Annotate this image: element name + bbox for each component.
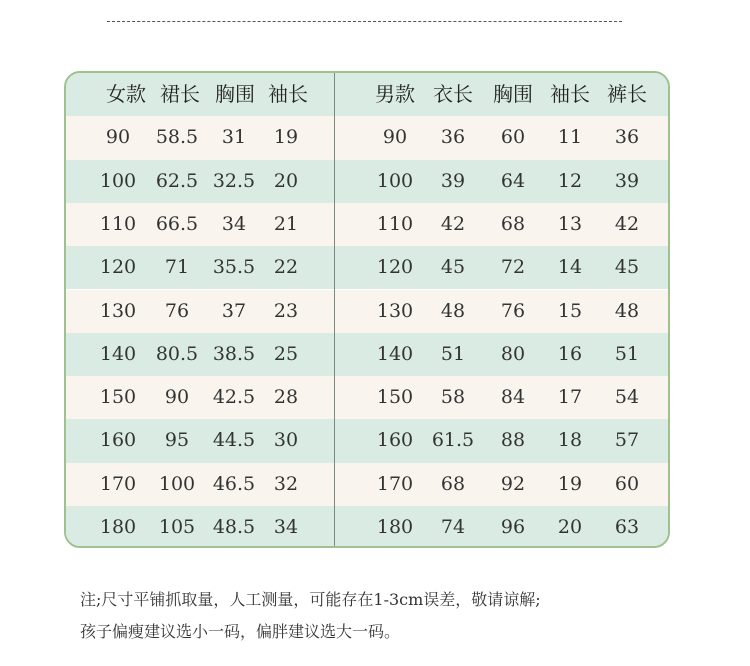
men-chest: 92 [500, 472, 526, 495]
header-men-style: 男款 [375, 82, 415, 106]
women-size: 140 [99, 342, 137, 365]
men-size: 130 [376, 299, 414, 322]
men-pants-length: 57 [614, 429, 640, 452]
table-row [66, 419, 668, 462]
table-row [66, 116, 668, 159]
men-sleeve: 18 [557, 429, 583, 452]
men-sleeve: 12 [557, 169, 583, 192]
men-pants-length: 36 [614, 126, 640, 149]
header-women-style: 女款 [106, 82, 146, 106]
men-chest: 96 [500, 516, 526, 538]
women-skirt-length: 71 [164, 256, 190, 279]
men-chest: 76 [500, 299, 526, 322]
table-row [66, 506, 668, 548]
women-skirt-length: 62.5 [155, 169, 199, 192]
men-chest: 88 [500, 429, 526, 452]
women-skirt-length: 90 [164, 386, 190, 409]
table-row [66, 333, 668, 376]
women-skirt-length: 95 [164, 429, 190, 452]
women-chest: 35.5 [212, 256, 256, 279]
women-skirt-length: 100 [158, 472, 196, 495]
women-chest: 46.5 [212, 472, 256, 495]
women-sleeve: 32 [273, 472, 299, 495]
table-row [66, 376, 668, 419]
men-top-length: 51 [440, 342, 466, 365]
men-size: 150 [376, 386, 414, 409]
men-sleeve: 13 [557, 212, 583, 235]
table-row [66, 160, 668, 203]
women-chest: 38.5 [212, 342, 256, 365]
women-chest: 48.5 [212, 516, 256, 538]
men-pants-length: 48 [614, 299, 640, 322]
men-top-length: 68 [440, 472, 466, 495]
women-size: 110 [99, 212, 137, 235]
men-pants-length: 51 [614, 342, 640, 365]
men-size: 170 [376, 472, 414, 495]
men-size: 160 [376, 429, 414, 452]
men-pants-length: 39 [614, 169, 640, 192]
header-men-sleeve: 袖长 [550, 82, 590, 106]
women-sleeve: 20 [273, 169, 299, 192]
women-skirt-length: 58.5 [155, 126, 199, 149]
table-column-divider [334, 73, 335, 546]
women-skirt-length: 76 [164, 299, 190, 322]
men-pants-length: 45 [614, 256, 640, 279]
women-size: 150 [99, 386, 137, 409]
table-header-row [66, 73, 668, 116]
women-size: 100 [99, 169, 137, 192]
women-size: 160 [99, 429, 137, 452]
men-top-length: 39 [440, 169, 466, 192]
women-size: 130 [99, 299, 137, 322]
women-sleeve: 28 [273, 386, 299, 409]
men-top-length: 45 [440, 256, 466, 279]
women-skirt-length: 80.5 [155, 342, 199, 365]
women-skirt-length: 105 [158, 516, 196, 538]
women-sleeve: 23 [273, 299, 299, 322]
men-top-length: 36 [440, 126, 466, 149]
men-sleeve: 15 [557, 299, 583, 322]
men-chest: 72 [500, 256, 526, 279]
header-women-sleeve: 袖长 [268, 82, 308, 106]
men-size: 110 [376, 212, 414, 235]
men-chest: 68 [500, 212, 526, 235]
men-top-length: 74 [440, 516, 466, 538]
women-sleeve: 30 [273, 429, 299, 452]
women-size: 170 [99, 472, 137, 495]
table-row [66, 290, 668, 333]
men-size: 120 [376, 256, 414, 279]
women-size: 120 [99, 256, 137, 279]
men-chest: 84 [500, 386, 526, 409]
women-chest: 31 [221, 126, 247, 149]
women-chest: 44.5 [212, 429, 256, 452]
men-sleeve: 20 [557, 516, 583, 538]
men-size: 90 [382, 126, 408, 149]
women-size: 180 [99, 516, 137, 538]
table-row [66, 246, 668, 289]
women-sleeve: 19 [273, 126, 299, 149]
women-chest: 34 [221, 212, 247, 235]
men-sleeve: 14 [557, 256, 583, 279]
table-row [66, 203, 668, 246]
women-chest: 37 [221, 299, 247, 322]
women-sleeve: 25 [273, 342, 299, 365]
header-women-skirt-length: 裙长 [160, 82, 200, 106]
header-men-top-length: 衣长 [433, 82, 473, 106]
women-chest: 42.5 [212, 386, 256, 409]
men-size: 180 [376, 516, 414, 538]
size-advice-note: 孩子偏瘦建议选小一码，偏胖建议选大一码。 [80, 622, 401, 641]
men-top-length: 48 [440, 299, 466, 322]
men-chest: 60 [500, 126, 526, 149]
men-size: 140 [376, 342, 414, 365]
men-top-length: 61.5 [431, 429, 475, 452]
men-chest: 64 [500, 169, 526, 192]
header-men-pants-length: 裤长 [607, 82, 647, 106]
header-men-chest: 胸围 [493, 82, 533, 106]
men-sleeve: 16 [557, 342, 583, 365]
women-chest: 32.5 [212, 169, 256, 192]
men-chest: 80 [500, 342, 526, 365]
men-sleeve: 17 [557, 386, 583, 409]
men-sleeve: 19 [557, 472, 583, 495]
men-top-length: 58 [440, 386, 466, 409]
women-sleeve: 22 [273, 256, 299, 279]
women-size: 90 [105, 126, 131, 149]
men-pants-length: 42 [614, 212, 640, 235]
measurement-note: 注;尺寸平铺抓取量，人工测量，可能存在1-3cm误差，敬请谅解; [80, 590, 541, 609]
men-size: 100 [376, 169, 414, 192]
size-chart-table [64, 71, 670, 548]
men-sleeve: 11 [557, 126, 583, 149]
men-pants-length: 54 [614, 386, 640, 409]
top-dashed-divider [107, 21, 622, 22]
women-sleeve: 21 [273, 212, 299, 235]
header-women-chest: 胸围 [215, 82, 255, 106]
men-pants-length: 63 [614, 516, 640, 538]
women-skirt-length: 66.5 [155, 212, 199, 235]
men-pants-length: 60 [614, 472, 640, 495]
women-sleeve: 34 [273, 516, 299, 538]
men-top-length: 42 [440, 212, 466, 235]
table-row [66, 463, 668, 506]
